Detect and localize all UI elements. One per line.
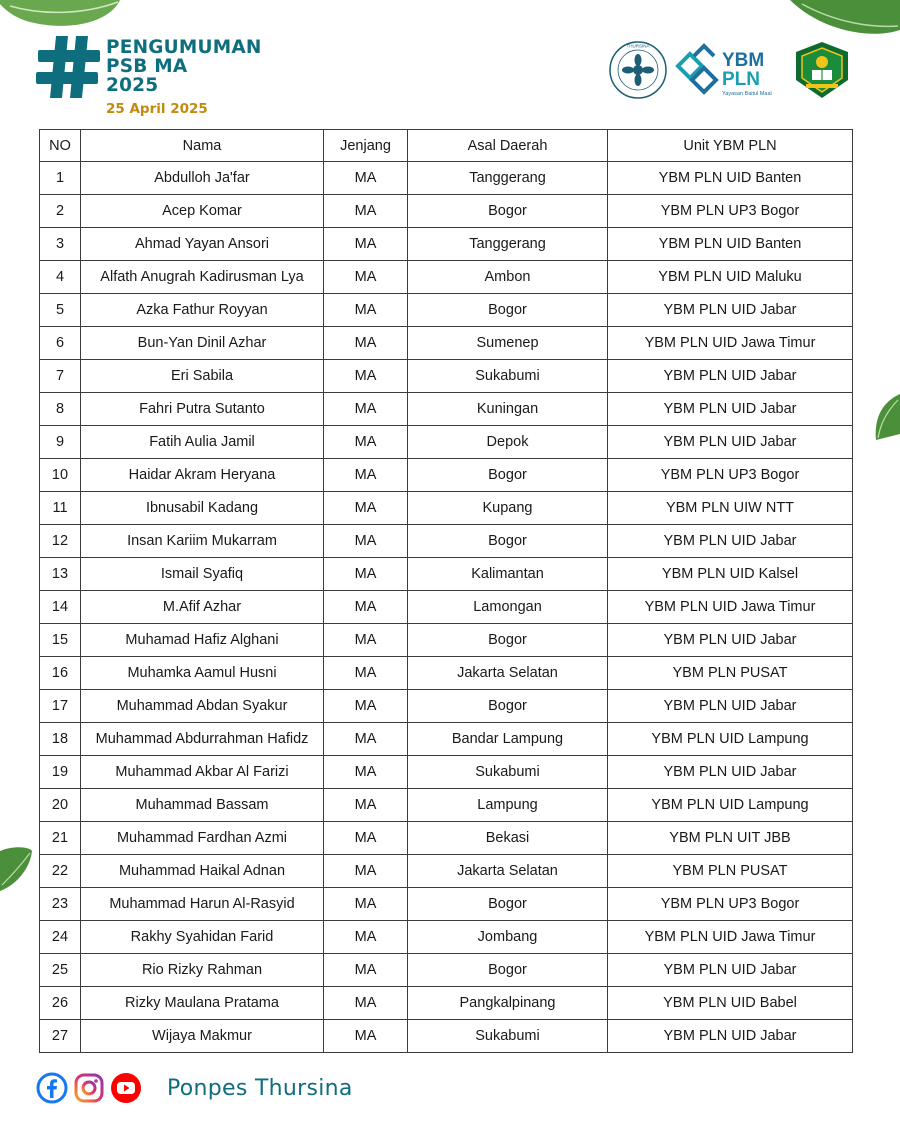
cell-asal-daerah: Lampung <box>408 789 608 822</box>
cell-no: 22 <box>40 855 81 888</box>
cell-jenjang: MA <box>324 195 408 228</box>
cell-nama: Bun-Yan Dinil Azhar <box>81 327 324 360</box>
cell-unit-ybm-pln: YBM PLN UID Jabar <box>608 1020 853 1053</box>
cell-no: 26 <box>40 987 81 1020</box>
cell-nama: Acep Komar <box>81 195 324 228</box>
cell-nama: Rakhy Syahidan Farid <box>81 921 324 954</box>
cell-asal-daerah: Tanggerang <box>408 228 608 261</box>
cell-asal-daerah: Kalimantan <box>408 558 608 591</box>
cell-jenjang: MA <box>324 822 408 855</box>
table-row <box>40 492 853 525</box>
cell-asal-daerah: Bogor <box>408 525 608 558</box>
cell-nama: Fahri Putra Sutanto <box>81 393 324 426</box>
cell-unit-ybm-pln: YBM PLN UID Jabar <box>608 954 853 987</box>
cell-jenjang: MA <box>324 261 408 294</box>
cell-unit-ybm-pln: YBM PLN UID Jabar <box>608 426 853 459</box>
cell-asal-daerah: Ambon <box>408 261 608 294</box>
cell-asal-daerah: Pangkalpinang <box>408 987 608 1020</box>
student-table <box>39 129 853 1053</box>
cell-no: 3 <box>40 228 81 261</box>
cell-nama: Muhammad Harun Al-Rasyid <box>81 888 324 921</box>
cell-asal-daerah: Bogor <box>408 459 608 492</box>
cell-jenjang: MA <box>324 690 408 723</box>
cell-no: 2 <box>40 195 81 228</box>
leaf-decoration-left <box>0 845 34 895</box>
table-row <box>40 690 853 723</box>
ybm-tagline: Yayasan Baitul Maal <box>722 91 772 97</box>
cell-nama: Muhammad Abdurrahman Hafidz <box>81 723 324 756</box>
table-row <box>40 921 853 954</box>
hashtag-icon <box>36 36 102 98</box>
table-row <box>40 195 853 228</box>
table-row <box>40 162 853 195</box>
cell-asal-daerah: Kupang <box>408 492 608 525</box>
table-row <box>40 987 853 1020</box>
cell-nama: Muhamad Hafiz Alghani <box>81 624 324 657</box>
table-row <box>40 822 853 855</box>
cell-no: 21 <box>40 822 81 855</box>
table-row <box>40 261 853 294</box>
header-no: NO <box>40 130 81 162</box>
cell-asal-daerah: Jombang <box>408 921 608 954</box>
cell-jenjang: MA <box>324 360 408 393</box>
table-row <box>40 228 853 261</box>
cell-no: 20 <box>40 789 81 822</box>
cell-no: 15 <box>40 624 81 657</box>
thursina-seal-icon <box>608 40 668 100</box>
ybm-pln-logo <box>674 42 786 100</box>
cell-nama: Insan Kariim Mukarram <box>81 525 324 558</box>
cell-nama: Abdulloh Ja'far <box>81 162 324 195</box>
cell-nama: Ibnusabil Kadang <box>81 492 324 525</box>
header-jenjang: Jenjang <box>324 130 408 162</box>
cell-nama: Muhammad Bassam <box>81 789 324 822</box>
title-line-2: PSB MA <box>106 56 188 77</box>
ybm-text: YBM <box>722 50 765 71</box>
table-body <box>40 162 853 1053</box>
cell-jenjang: MA <box>324 789 408 822</box>
cell-jenjang: MA <box>324 327 408 360</box>
cell-no: 7 <box>40 360 81 393</box>
table-row <box>40 1020 853 1053</box>
cell-unit-ybm-pln: YBM PLN PUSAT <box>608 855 853 888</box>
table-row <box>40 393 853 426</box>
table-row <box>40 294 853 327</box>
cell-unit-ybm-pln: YBM PLN PUSAT <box>608 657 853 690</box>
cell-asal-daerah: Jakarta Selatan <box>408 657 608 690</box>
cell-no: 10 <box>40 459 81 492</box>
cell-unit-ybm-pln: YBM PLN UID Banten <box>608 228 853 261</box>
cell-unit-ybm-pln: YBM PLN UID Jabar <box>608 690 853 723</box>
cell-unit-ybm-pln: YBM PLN UID Jabar <box>608 393 853 426</box>
cell-unit-ybm-pln: YBM PLN UID Kalsel <box>608 558 853 591</box>
cell-unit-ybm-pln: YBM PLN UIW NTT <box>608 492 853 525</box>
announcement-title <box>106 38 262 117</box>
cell-no: 18 <box>40 723 81 756</box>
cell-asal-daerah: Kuningan <box>408 393 608 426</box>
cell-nama: Azka Fathur Royyan <box>81 294 324 327</box>
cell-asal-daerah: Bogor <box>408 294 608 327</box>
cell-asal-daerah: Depok <box>408 426 608 459</box>
cell-jenjang: MA <box>324 294 408 327</box>
leaf-decoration-top-right <box>790 0 900 38</box>
cell-nama: M.Afif Azhar <box>81 591 324 624</box>
facebook-icon[interactable] <box>36 1072 68 1104</box>
cell-nama: Haidar Akram Heryana <box>81 459 324 492</box>
table-row <box>40 327 853 360</box>
thursina-ring-text: THURSINA <box>626 43 650 49</box>
cell-nama: Eri Sabila <box>81 360 324 393</box>
cell-jenjang: MA <box>324 558 408 591</box>
cell-asal-daerah: Bogor <box>408 954 608 987</box>
cell-asal-daerah: Jakarta Selatan <box>408 855 608 888</box>
cell-asal-daerah: Bandar Lampung <box>408 723 608 756</box>
cell-no: 11 <box>40 492 81 525</box>
cell-jenjang: MA <box>324 723 408 756</box>
cell-unit-ybm-pln: YBM PLN UIT JBB <box>608 822 853 855</box>
cell-unit-ybm-pln: YBM PLN UID Lampung <box>608 723 853 756</box>
table-row <box>40 723 853 756</box>
cell-jenjang: MA <box>324 393 408 426</box>
cell-jenjang: MA <box>324 525 408 558</box>
cell-unit-ybm-pln: YBM PLN UP3 Bogor <box>608 195 853 228</box>
cell-no: 5 <box>40 294 81 327</box>
table-row <box>40 756 853 789</box>
instagram-icon[interactable] <box>73 1072 105 1104</box>
cell-unit-ybm-pln: YBM PLN UID Jawa Timur <box>608 921 853 954</box>
cell-no: 6 <box>40 327 81 360</box>
cell-no: 9 <box>40 426 81 459</box>
cell-no: 25 <box>40 954 81 987</box>
cell-jenjang: MA <box>324 657 408 690</box>
table-header-row <box>40 130 853 162</box>
cell-unit-ybm-pln: YBM PLN UID Lampung <box>608 789 853 822</box>
cell-no: 23 <box>40 888 81 921</box>
table-row <box>40 591 853 624</box>
table-row <box>40 360 853 393</box>
cell-nama: Ahmad Yayan Ansori <box>81 228 324 261</box>
cell-asal-daerah: Sukabumi <box>408 360 608 393</box>
cell-no: 27 <box>40 1020 81 1053</box>
cell-jenjang: MA <box>324 591 408 624</box>
title-line-1: PENGUMUMAN <box>106 37 262 58</box>
cell-asal-daerah: Bogor <box>408 624 608 657</box>
cell-unit-ybm-pln: YBM PLN UID Jawa Timur <box>608 327 853 360</box>
cell-no: 14 <box>40 591 81 624</box>
cell-jenjang: MA <box>324 1020 408 1053</box>
cell-unit-ybm-pln: YBM PLN UID Babel <box>608 987 853 1020</box>
kemenag-emblem-icon <box>792 40 852 100</box>
cell-nama: Ismail Syafiq <box>81 558 324 591</box>
table-row <box>40 954 853 987</box>
cell-unit-ybm-pln: YBM PLN UID Jabar <box>608 756 853 789</box>
cell-asal-daerah: Tanggerang <box>408 162 608 195</box>
cell-jenjang: MA <box>324 756 408 789</box>
table-row <box>40 558 853 591</box>
footer-brand-text: Ponpes Thursina <box>167 1075 353 1101</box>
cell-nama: Rio Rizky Rahman <box>81 954 324 987</box>
cell-nama: Alfath Anugrah Kadirusman Lya <box>81 261 324 294</box>
cell-nama: Wijaya Makmur <box>81 1020 324 1053</box>
table-row <box>40 855 853 888</box>
table-row <box>40 459 853 492</box>
cell-jenjang: MA <box>324 624 408 657</box>
cell-no: 17 <box>40 690 81 723</box>
cell-no: 24 <box>40 921 81 954</box>
cell-nama: Muhammad Abdan Syakur <box>81 690 324 723</box>
header-nama: Nama <box>81 130 324 162</box>
cell-asal-daerah: Bogor <box>408 195 608 228</box>
leaf-decoration-top-left <box>0 0 130 40</box>
cell-jenjang: MA <box>324 921 408 954</box>
cell-jenjang: MA <box>324 162 408 195</box>
pln-text: PLN <box>722 69 760 90</box>
table-row <box>40 789 853 822</box>
table-row <box>40 624 853 657</box>
cell-jenjang: MA <box>324 987 408 1020</box>
cell-unit-ybm-pln: YBM PLN UID Jabar <box>608 525 853 558</box>
cell-unit-ybm-pln: YBM PLN UID Jawa Timur <box>608 591 853 624</box>
table-row <box>40 426 853 459</box>
cell-unit-ybm-pln: YBM PLN UP3 Bogor <box>608 459 853 492</box>
table-row <box>40 657 853 690</box>
cell-nama: Muhammad Fardhan Azmi <box>81 822 324 855</box>
cell-no: 19 <box>40 756 81 789</box>
cell-unit-ybm-pln: YBM PLN UID Jabar <box>608 624 853 657</box>
cell-nama: Fatih Aulia Jamil <box>81 426 324 459</box>
table-row <box>40 888 853 921</box>
cell-asal-daerah: Sukabumi <box>408 1020 608 1053</box>
cell-no: 8 <box>40 393 81 426</box>
footer <box>36 1071 353 1105</box>
leaf-decoration-right <box>872 394 900 446</box>
cell-unit-ybm-pln: YBM PLN UP3 Bogor <box>608 888 853 921</box>
cell-asal-daerah: Bogor <box>408 690 608 723</box>
cell-nama: Muhammad Akbar Al Farizi <box>81 756 324 789</box>
cell-unit-ybm-pln: YBM PLN UID Jabar <box>608 294 853 327</box>
announcement-date: 25 April 2025 <box>106 101 208 117</box>
cell-jenjang: MA <box>324 954 408 987</box>
cell-asal-daerah: Lamongan <box>408 591 608 624</box>
cell-nama: Rizky Maulana Pratama <box>81 987 324 1020</box>
youtube-icon[interactable] <box>110 1072 142 1104</box>
header-asal-daerah: Asal Daerah <box>408 130 608 162</box>
cell-unit-ybm-pln: YBM PLN UID Banten <box>608 162 853 195</box>
cell-asal-daerah: Bekasi <box>408 822 608 855</box>
cell-jenjang: MA <box>324 459 408 492</box>
cell-no: 13 <box>40 558 81 591</box>
cell-no: 12 <box>40 525 81 558</box>
table-row <box>40 525 853 558</box>
cell-no: 4 <box>40 261 81 294</box>
cell-jenjang: MA <box>324 426 408 459</box>
cell-jenjang: MA <box>324 492 408 525</box>
cell-jenjang: MA <box>324 888 408 921</box>
cell-jenjang: MA <box>324 228 408 261</box>
cell-no: 1 <box>40 162 81 195</box>
cell-unit-ybm-pln: YBM PLN UID Jabar <box>608 360 853 393</box>
cell-asal-daerah: Bogor <box>408 888 608 921</box>
cell-nama: Muhamka Aamul Husni <box>81 657 324 690</box>
title-line-3: 2025 <box>106 75 159 96</box>
cell-unit-ybm-pln: YBM PLN UID Maluku <box>608 261 853 294</box>
cell-asal-daerah: Sukabumi <box>408 756 608 789</box>
cell-asal-daerah: Sumenep <box>408 327 608 360</box>
cell-jenjang: MA <box>324 855 408 888</box>
header-unit-ybm-pln: Unit YBM PLN <box>608 130 853 162</box>
cell-no: 16 <box>40 657 81 690</box>
cell-nama: Muhammad Haikal Adnan <box>81 855 324 888</box>
